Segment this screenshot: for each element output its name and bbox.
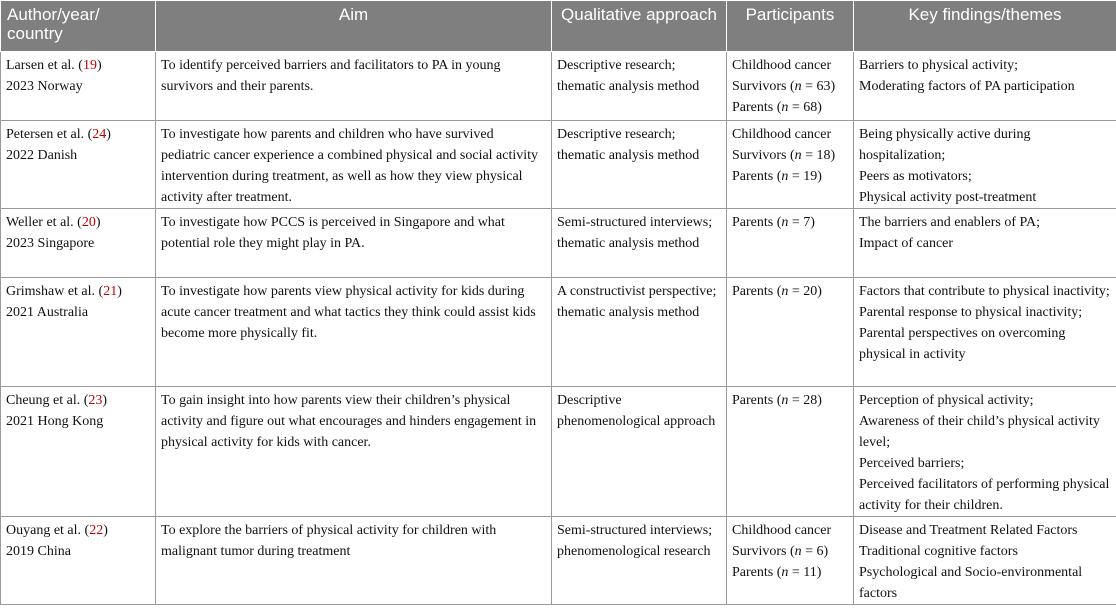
approach-line: Descriptive phenomenological approach [557, 393, 716, 429]
finding-line: Awareness of their child’s physical activity level; [859, 414, 1100, 450]
approach-line: thematic analysis method [557, 148, 700, 163]
header-aim: Aim [156, 1, 552, 52]
reference-link[interactable]: 19 [82, 58, 97, 73]
reference-link[interactable]: 24 [92, 127, 107, 142]
participants-cell [727, 278, 854, 387]
year-country: 2023 Norway [6, 79, 83, 94]
aim-cell: To investigate how parents view physical activity for kids during acute cancer treatment and what tactics they think could assist kids become more physically fit. [156, 278, 552, 387]
reference-link[interactable]: 20 [81, 215, 96, 230]
participant-line: Parents (n = 11) [732, 565, 822, 580]
participant-line: Survivors (n = 18) [732, 148, 836, 163]
author-name: Cheung et al. (23) [6, 393, 108, 408]
author-name: Ouyang et al. (22) [6, 523, 108, 538]
participant-line: Parents (n = 19) [732, 169, 822, 184]
participant-line: Childhood cancer [732, 58, 832, 73]
participant-line: Childhood cancer [732, 523, 832, 538]
author-cell [1, 278, 156, 387]
finding-line: Parental response to physical inactivity; [859, 305, 1083, 320]
year-country: 2021 Australia [6, 305, 89, 320]
reference-link[interactable]: 21 [103, 284, 118, 299]
approach-cell [552, 387, 727, 517]
author-cell [1, 517, 156, 605]
author-cell [1, 121, 156, 209]
finding-line: Perceived facilitators of performing physical activity for their children. [859, 477, 1110, 513]
header-author: Author/year/ country [1, 1, 156, 52]
header-approach: Qualitative approach [552, 1, 727, 52]
participants-cell [727, 209, 854, 278]
participants-cell [727, 387, 854, 517]
table-row [1, 52, 1116, 121]
reference-link[interactable]: 23 [88, 393, 103, 408]
approach-line: Semi-structured interviews; [557, 523, 713, 538]
finding-line: Disease and Treatment Related Factors [859, 523, 1078, 538]
reference-link[interactable]: 22 [89, 523, 104, 538]
participant-line: Parents (n = 68) [732, 100, 822, 115]
participant-line: Survivors (n = 6) [732, 544, 829, 559]
year-country: 2022 Danish [6, 148, 78, 163]
participant-line: Parents (n = 7) [732, 215, 815, 230]
approach-cell [552, 52, 727, 121]
aim-cell: To investigate how parents and children who have survived pediatric cancer experience a combined physical and social activity intervention during treatment, as well as how they view physical activity after treatment. [156, 121, 552, 209]
findings-cell [854, 387, 1116, 517]
aim-cell: To investigate how PCCS is perceived in Singapore and what potential role they might play in PA. [156, 209, 552, 278]
approach-cell [552, 209, 727, 278]
header-findings: Key findings/themes [854, 1, 1116, 52]
author-cell [1, 387, 156, 517]
finding-line: Being physically active during hospitalization; [859, 127, 1031, 163]
finding-line: Peers as motivators; [859, 169, 972, 184]
year-country: 2019 China [6, 544, 71, 559]
finding-line: The barriers and enablers of PA; [859, 215, 1041, 230]
finding-line: Impact of cancer [859, 236, 954, 251]
aim-cell: To identify perceived barriers and facilitators to PA in young survivors and their parents. [156, 52, 552, 121]
findings-cell [854, 52, 1116, 121]
table-row [1, 121, 1116, 209]
approach-line: phenomenological research [557, 544, 711, 559]
approach-cell [552, 278, 727, 387]
header-row [1, 1, 1116, 52]
approach-line: A constructivist perspective; [557, 284, 717, 299]
participants-cell [727, 52, 854, 121]
approach-line: thematic analysis method [557, 79, 700, 94]
finding-line: Psychological and Socio-environmental factors [859, 565, 1083, 601]
year-country: 2023 Singapore [6, 236, 95, 251]
participant-line: Survivors (n = 63) [732, 79, 836, 94]
table-row [1, 387, 1116, 517]
author-name: Larsen et al. (19) [6, 58, 102, 73]
findings-cell [854, 121, 1116, 209]
author-name: Weller et al. (20) [6, 215, 101, 230]
finding-line: Barriers to physical activity; [859, 58, 1019, 73]
finding-line: Physical activity post-treatment [859, 190, 1037, 205]
author-cell [1, 52, 156, 121]
approach-cell [552, 121, 727, 209]
approach-line: thematic analysis method [557, 236, 700, 251]
author-name: Petersen et al. (24) [6, 127, 111, 142]
author-cell [1, 209, 156, 278]
participant-line: Childhood cancer [732, 127, 832, 142]
approach-line: Descriptive research; [557, 58, 676, 73]
table-row [1, 209, 1116, 278]
participants-cell [727, 517, 854, 605]
author-name: Grimshaw et al. (21) [6, 284, 122, 299]
findings-cell [854, 278, 1116, 387]
participant-line: Parents (n = 20) [732, 284, 822, 299]
approach-cell [552, 517, 727, 605]
approach-line: Descriptive research; [557, 127, 676, 142]
findings-cell [854, 209, 1116, 278]
approach-line: Semi-structured interviews; [557, 215, 713, 230]
participant-line: Parents (n = 28) [732, 393, 822, 408]
findings-cell [854, 517, 1116, 605]
aim-cell: To explore the barriers of physical activity for children with malignant tumor during treatment [156, 517, 552, 605]
finding-line: Perceived barriers; [859, 456, 965, 471]
aim-cell: To gain insight into how parents view their children’s physical activity and figure out what encourages and hinders engagement in physical activity for kids with cancer. [156, 387, 552, 517]
finding-line: Traditional cognitive factors [859, 544, 1018, 559]
table-row [1, 517, 1116, 605]
approach-line: thematic analysis method [557, 305, 700, 320]
year-country: 2021 Hong Kong [6, 414, 104, 429]
finding-line: Factors that contribute to physical inactivity; [859, 284, 1110, 299]
participants-cell [727, 121, 854, 209]
table-row [1, 278, 1116, 387]
finding-line: Perception of physical activity; [859, 393, 1034, 408]
header-participants: Participants [727, 1, 854, 52]
finding-line: Moderating factors of PA participation [859, 79, 1075, 94]
finding-line: Parental perspectives on overcoming physical in activity [859, 326, 1066, 362]
